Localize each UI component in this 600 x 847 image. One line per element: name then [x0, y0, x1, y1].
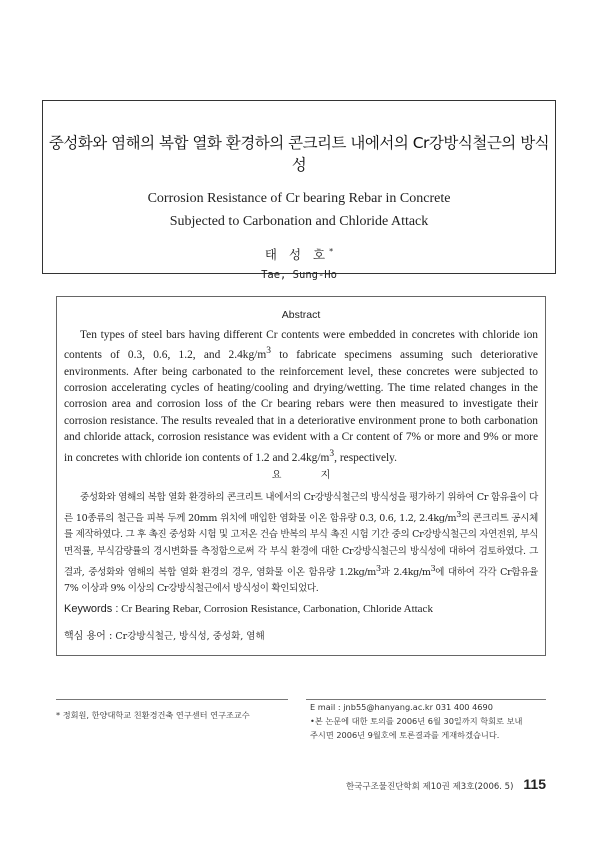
author-korean-name: 태 성 호: [264, 247, 330, 262]
keywords-value: Cr Bearing Rebar, Corrosion Resistance, Carbonation, Chloride Attack: [121, 603, 433, 615]
korean-summary-heading: 요 지: [271, 470, 349, 481]
abstract-box: [56, 296, 546, 656]
keywords-label: Keywords :: [64, 603, 119, 615]
korean-summary-text: 중성화와 염해의 복합 열화 환경하의 콘크리트 내에서의 Cr강방식철근의 방식성을 평가하기 위하여 Cr 함유율이 다른 10종류의 철근을 피복 두께 20mm 위치에 매입한 염화물 이온 함유량 0.3, 0.6, 1.2, $2.4kg/m^3$의 콘크리트 공시체를 제작하였다. 그 후 촉진 중성화 시험 및 고저온 건습 반복의 부식 촉진 시험 기간 중의 Cr강방식철근의 자연전위, 부식면적률, 부식감량률의 경시변화를 측정함으로써 각 부식 환경에 대한 Cr강방식철근의 방식성에 대하여 검토하였다. 그 결과, 중성화와 염해의 복합 열화 환경의 경우, 염화물 이온 함유량 $1.2kg/m^3$과 $2.4kg/m^3$에 대하여 각각 Cr함유율 7% 이상과 9% 이상의 Cr강방식철근에서 방식성이 확인되었다.: [64, 492, 539, 595]
footnote-contact: [310, 700, 550, 742]
page-number: 115: [523, 776, 546, 792]
title-english: [43, 187, 555, 233]
footnote-note-line-1: •본 논문에 대한 토의를 2006년 6월 30일까지 학회로 보내: [310, 716, 523, 726]
title-english-line-2: Subjected to Carbonation and Chloride Attack: [169, 214, 429, 229]
footnote-email: E mail : jnb55@hanyang.ac.kr 031 400 4690: [310, 702, 493, 712]
footnote-note-line-2: 주시면 2006년 9월호에 토론결과를 게재하겠습니다.: [310, 730, 500, 740]
title-box: [42, 100, 556, 281]
journal-info: 한국구조물진단학회 제10권 제3호(2006. 5): [345, 782, 514, 792]
title-english-line-1: Corrosion Resistance of Cr bearing Rebar in Concrete: [147, 191, 451, 206]
author-mark: *: [329, 246, 334, 256]
keywords-english: [64, 603, 541, 615]
keywords-korean: [64, 627, 541, 642]
footnote-affiliation: * 정회원, 한양대학교 친환경건축 연구센터 연구조교수: [56, 710, 250, 720]
keywords-kr-value: Cr강방식철근, 방식성, 중성화, 염해: [115, 631, 265, 642]
footnote-rule-left: [56, 699, 288, 700]
abstract-text: Ten types of steel bars having different Cr contents were embedded in concretes with chloride ion contents of 0.3, 0.6, 1.2, and $2.4kg/m^3$ to fabricate specimens assuming such deteriorative environments. After being carbonated to the reinforcement level, these concretes were subjected to corrosion accelerating cycles of heating/cooling and drying/wetting. The time related changes in the corrosion area and corrosion loss of the Cr bearing rebars were then measured to investigate their corrosion resistance. The results revealed that in a deteriorative environment prone to both carbonation and chloride attack, corrosion resistance was evident with a Cr content of 7% or more and 9% or more in concretes with chloride ion contents of 1.2 and $2.4kg/m^3$, respectively.: [64, 329, 538, 464]
page-footer: [0, 776, 546, 792]
abstract-heading: Abstract: [281, 309, 321, 321]
title-korean: 중성화와 염해의 복합 열화 환경하의 콘크리트 내에서의 Cr강방식철근의 방식성: [48, 134, 550, 174]
keywords-kr-label: 핵심 용어 :: [64, 631, 113, 642]
author-korean: [43, 245, 555, 263]
author-english: Tae, Sung-Ho: [261, 269, 337, 281]
